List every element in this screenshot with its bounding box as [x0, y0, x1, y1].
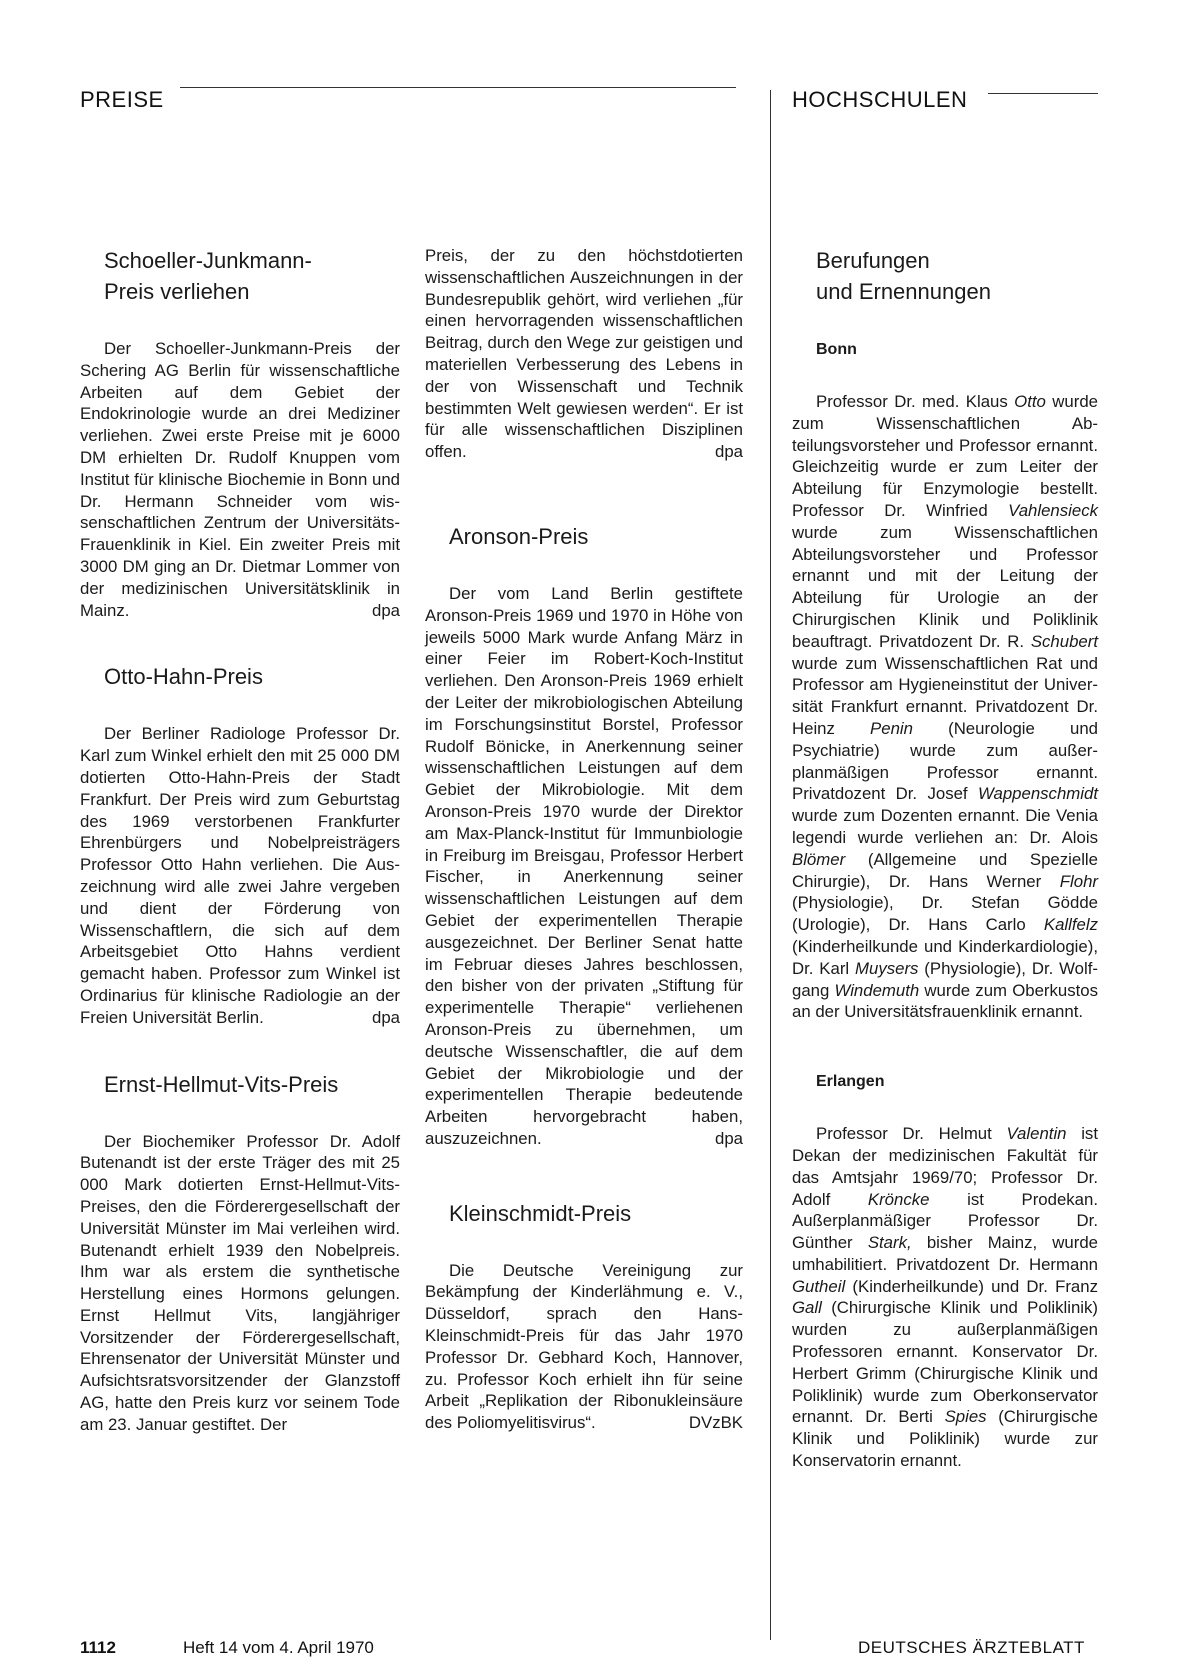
journal-name: DEUTSCHES ÄRZTEBLATT: [858, 1638, 1085, 1657]
article-body: Professor Dr. med. Klaus Otto wurde zum Wissenschaftlichen Abteilungsvorsteher und Professor ernannt. Gleichzeitig wurde er zum Leiter der Abteilung für Enzymologie bestellt. Professor Dr. Winfried Vahlensieck wurde zum Wissenschaftlichen Abteilungsvorsteher und Professor ernannt und mit der Leitung der Abteilung für Urologie an der Chirurgischen Klinik und Poliklinik beauftragt. Privatdozent Dr. R. Schubert wurde zum Wissenschaftlichen Rat und Professor am Hygieneinstitut der Universität Frankfurt ernannt. Privatdozent Dr. Heinz Penin (Neurologie und Psychiatrie) wurde zum außerplanmäßigen Professor ernannt. Privatdozent Dr. Josef Wappenschmidt wurde zum Dozenten ernannt. Die Venia legendi wurde verliehen an: Dr. Alois Blömer (Allgemeine und Spezielle Chirurgie), Dr. Hans Werner Flohr (Physiologie), Dr. Stefan Gödde (Urologie), Dr. Hans Carlo Kallfelz (Kinderheilkunde und Kinderkardiologie), Dr. Karl Muysers (Physiologie), Dr. Wolfgang Windemuth wurde zum Oberkustos an der Universitätsfrauenklinik ernannt.: [792, 392, 1098, 1022]
article-signature: dpa: [372, 600, 400, 620]
article-body: Der vom Land Berlin gestiftete Aronson-Preis 1969 und 1970 in Höhe von jeweils 5000 Mark wurde Anfang März in einer Feier im Robert-Koch-Institut verliehen. Den Aronson-Preis 1969 erhielt der Leiter der mikrobiologischen Abteilung im Forschungsinstitut Borstel, Professor Rudolf Bönicke, in Anerkennung seiner wissenschaftlichen Leistungen auf dem Gebiet der Mikrobiologie. Mit dem Aronson-Preis 1970 wurde der Direktor am Max-Planck-Institut für Immunbiologie in Freiburg im Breisgau, Professor Herbert Fischer, in Anerkennung seiner wissenschaftlichen Leistungen auf dem Gebiet der experimentellen Therapie ausgezeichnet. Der Berliner Senat hatte im Februar dieses Jahres beschlossen, den bisher von der privaten „Stiftung für experimentelle Therapie“ verliehenen Aronson-Preis zu übernehmen, um deutsche Wissenschaftler, die auf dem Gebiet der Mikrobiologie und der experimentellen Therapie bedeutende Arbeiten hervorgebracht haben, auszuzeichnen. dpa: [425, 583, 743, 1148]
section-label-preise: PREISE: [80, 87, 164, 112]
article-ernst-hellmut-vits: [80, 1069, 400, 1436]
header-rule-left: [180, 87, 736, 88]
article-signature: dpa: [372, 1007, 400, 1027]
article-title: Berufungen und Ernennungen: [816, 248, 991, 304]
article-title: Ernst-Hellmut-Vits-Preis: [104, 1071, 339, 1097]
column-3: [792, 245, 1098, 1472]
article-body: Der Biochemiker Professor Dr. Adolf Butenandt ist der erste Träger des mit 25 000 Mark dotierten Ernst-Hellmut-Vits-Preises, den die Förderergesellschaft der Universität Münster im Mai verleihen wird. Butenandt erhielt 1939 den Nobelpreis. Ihm war als erstem die synthetische Herstellung eines Hormons gelungen. Ernst Hellmut Vits, langjähriger Vorsitzender der Förderergesellschaft, Ehrensenator der Universität Münster und Aufsichtsratsvorsitzender der Glanzstoff AG, hatte den Preis kurz vor seinem Tode am 23. Januar gestiftet. Der: [80, 1131, 400, 1434]
article-body: Preis, der zu den höchstdotierten wissenschaftlichen Auszeichnungen in der Bundesrepublik gehört, wird verliehen „für einen hervorragenden wissenschaftlichen Beitrag, durch den Wege zur geistigen und materiellen Verbesserung des Lebens in der von Wissenschaft und Technik bestimmten Welt gewiesen werden“. Er ist für alle wissenschaftlichen Disziplinen offen. dpa: [425, 246, 743, 462]
article-kleinschmidt: [425, 1198, 743, 1434]
article-title: Otto-Hahn-Preis: [104, 664, 263, 690]
article-body: Die Deutsche Vereinigung zur Bekämpfung der Kinderlähmung e. V., Düsseldorf, sprach den Hans-Kleinschmidt-Preis für das Jahr 1970 Professor Dr. Gebhard Koch, Hannover, zu. Professor Koch erhielt ihn für seine Arbeit „Replikation der Ribonukleinsäure des Poliomyelitisvirus“. DVzBK: [425, 1260, 743, 1433]
article-body: Der Schoeller-Junkmann-Preis der Schering AG Berlin für wissenschaftliche Arbeiten auf dem Gebiet der Endokrinologie wurde an drei Mediziner verliehen. Zwei erste Preise mit je 6000 DM erhielten Dr. Rudolf Knuppen vom Institut für klinische Biochemie in Bonn und Dr. Hermann Schneider vom wissenschaftlichen Zentrum der Universitäts-Frauenklinik in Kiel. Ein zweiter Preis mit 3000 DM ging an Dr. Dietmar Lommer von der medizinischen Universitätsklinik in Mainz. dpa: [80, 339, 400, 620]
article-body: Der Berliner Radiologe Professor Dr. Karl zum Winkel erhielt den mit 25 000 DM dotierten Otto-Hahn-Preis der Stadt Frankfurt. Der Preis wird zum Geburtstag des 1969 verstorbenen Frankfurter Ehrenbürgers und Nobelpreisträgers Professor Otto Hahn verliehen. Die Auszeichnung wird alle zwei Jahre vergeben und dient der Förderung von Wissenschaftlern, die sich auf dem Arbeitsgebiet Otto Hahns verdient gemacht haben. Professor zum Winkel ist Ordinarius für klinische Radiologie an der Freien Universität Berlin. dpa: [80, 724, 400, 1027]
article-signature: DVzBK: [688, 1413, 743, 1433]
page-number: 1112: [80, 1638, 116, 1657]
article-signature: dpa: [715, 1128, 743, 1148]
article-title: Aronson-Preis: [449, 523, 589, 549]
subheading-bonn: Bonn: [816, 341, 857, 358]
section-label-hochschulen: HOCHSCHULEN: [792, 87, 968, 112]
article-title: Schoeller-Junkmann- Preis verliehen: [104, 248, 312, 304]
article-otto-hahn: [80, 661, 400, 1028]
subheading-erlangen: Erlangen: [816, 1073, 885, 1091]
article-title: Kleinschmidt-Preis: [449, 1200, 632, 1226]
section-erlangen: [792, 1071, 1098, 1472]
article-body: Professor Dr. Helmut Valentin ist Dekan der medizinischen Fakultät für das Amtsjahr 1969/70; Professor Dr. Adolf Kröncke ist Prodekan. Außerplanmäßiger Professor Dr. Günther Stark, bisher Mainz, wurde umhabilitiert. Privatdozent Dr. Hermann Gutheil (Kinderheilkunde) und Dr. Franz Gall (Chirurgische Klinik und Poliklinik) wurden zu außerplanmäßigen Professoren ernannt. Konservator Dr. Herbert Grimm (Chirurgische Klinik und Poliklinik) wurde zum Oberkonservator ernannt. Dr. Berti Spies (Chirurgische Klinik und Poliklinik) wurde zur Konservatorin ernannt.: [792, 1124, 1099, 1471]
header-rule-right: [988, 93, 1098, 94]
issue-info: Heft 14 vom 4. April 1970: [183, 1638, 374, 1657]
article-schoeller-junkmann: [80, 245, 400, 621]
column-1: [80, 245, 400, 1436]
article-signature: dpa: [715, 442, 743, 462]
column-2: [425, 245, 743, 1434]
column-divider: [770, 90, 771, 1640]
section-bonn: [792, 339, 1098, 1023]
article-aronson: [425, 521, 743, 1150]
article-ernst-hellmut-vits-continued: [425, 245, 743, 463]
